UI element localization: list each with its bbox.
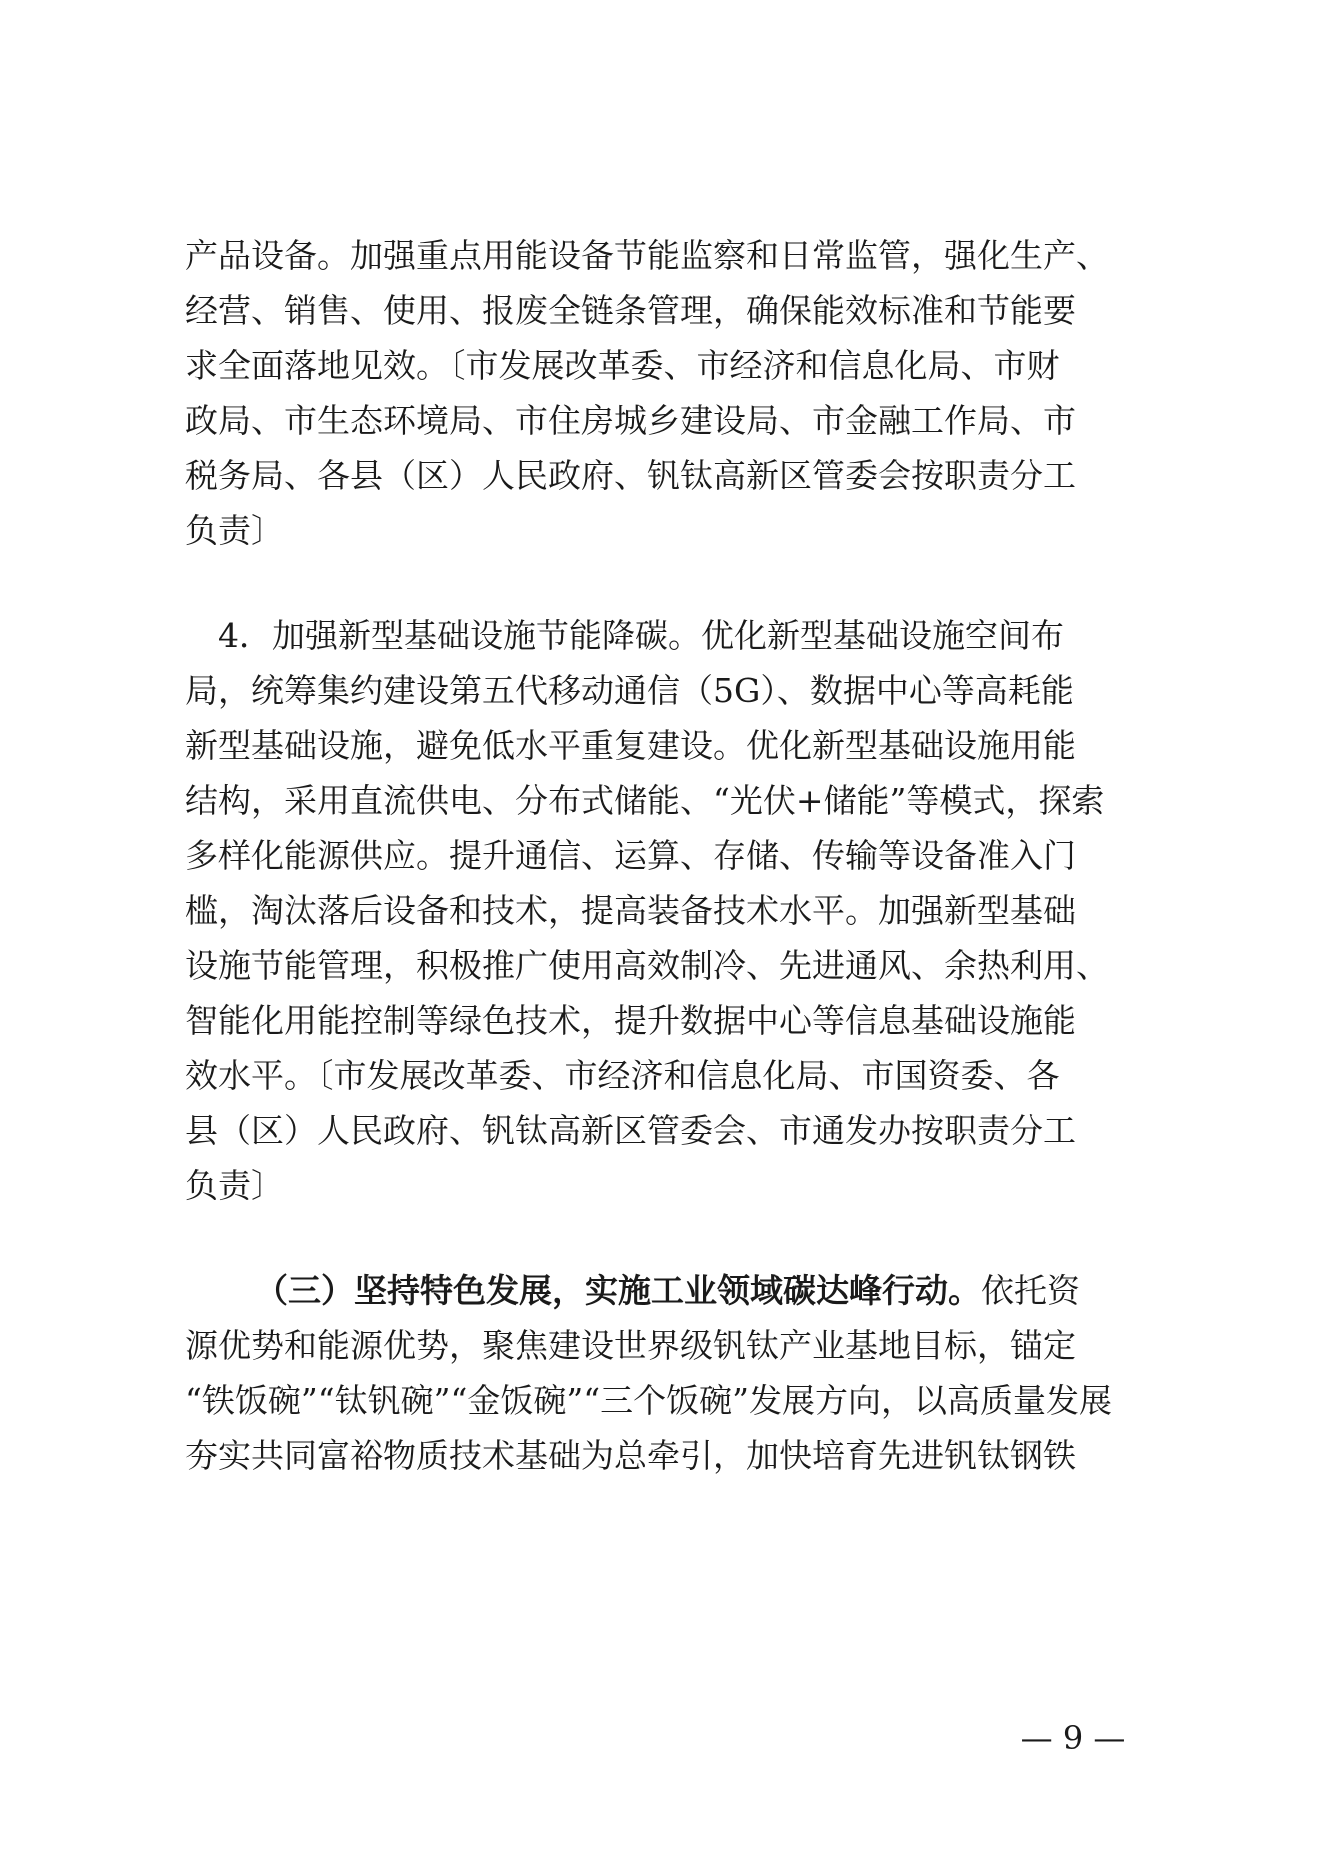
body-text-line: 设施节能管理，积极推广使用高效制冷、先进通风、余热利用、	[185, 946, 1109, 985]
body-text-line: 多样化能源供应。提升通信、运算、存储、传输等设备准入门	[185, 836, 1076, 875]
body-text-line: 政局、市生态环境局、市住房城乡建设局、市金融工作局、市	[185, 401, 1076, 440]
body-text-line: 经营、销售、使用、报废全链条管理，确保能效标准和节能要	[185, 291, 1076, 330]
body-text-line: 税务局、各县（区）人民政府、钒钛高新区管委会按职责分工	[185, 456, 1076, 495]
body-text-line: 夯实共同富裕物质技术基础为总牵引，加快培育先进钒钛钢铁	[185, 1436, 1076, 1475]
section-heading-line	[255, 1266, 1145, 1316]
body-text-line: 智能化用能控制等绿色技术，提升数据中心等信息基础设施能	[185, 1001, 1076, 1040]
body-text-line: 效水平。〔市发展改革委、市经济和信息化局、市国资委、各	[185, 1056, 1060, 1095]
paragraph-4-line: 4．加强新型基础设施节能降碳。优化新型基础设施空间布	[185, 616, 1064, 655]
body-text-line: 产品设备。加强重点用能设备节能监察和日常监管，强化生产、	[185, 236, 1109, 275]
body-text-line: 局，统筹集约建设第五代移动通信（5G）、数据中心等高耗能	[185, 671, 1074, 710]
body-text-line: 新型基础设施，避免低水平重复建设。优化新型基础设施用能	[185, 726, 1076, 765]
body-text-line: 源优势和能源优势，聚焦建设世界级钒钛产业基地目标，锚定	[185, 1326, 1076, 1365]
page-number: — 9 —	[1020, 1719, 1126, 1757]
body-text-line: “铁饭碗”“钛钒碗”“金饭碗”“三个饭碗”发展方向，以高质量发展	[185, 1381, 1112, 1420]
body-text-line: 槛，淘汰落后设备和技术，提高装备技术水平。加强新型基础	[185, 891, 1076, 930]
body-text-line: 县（区）人民政府、钒钛高新区管委会、市通发办按职责分工	[185, 1111, 1076, 1150]
body-text-line: 负责〕	[185, 1166, 284, 1205]
section-heading-continuation: 依托资	[981, 1271, 1080, 1310]
body-text-line: 负责〕	[185, 511, 284, 550]
body-text-line: 结构，采用直流供电、分布式储能、“光伏+储能”等模式，探索	[185, 781, 1105, 820]
body-text-line: 求全面落地见效。〔市发展改革委、市经济和信息化局、市财	[185, 346, 1060, 385]
section-heading: （三）坚持特色发展，实施工业领域碳达峰行动。	[255, 1271, 981, 1310]
